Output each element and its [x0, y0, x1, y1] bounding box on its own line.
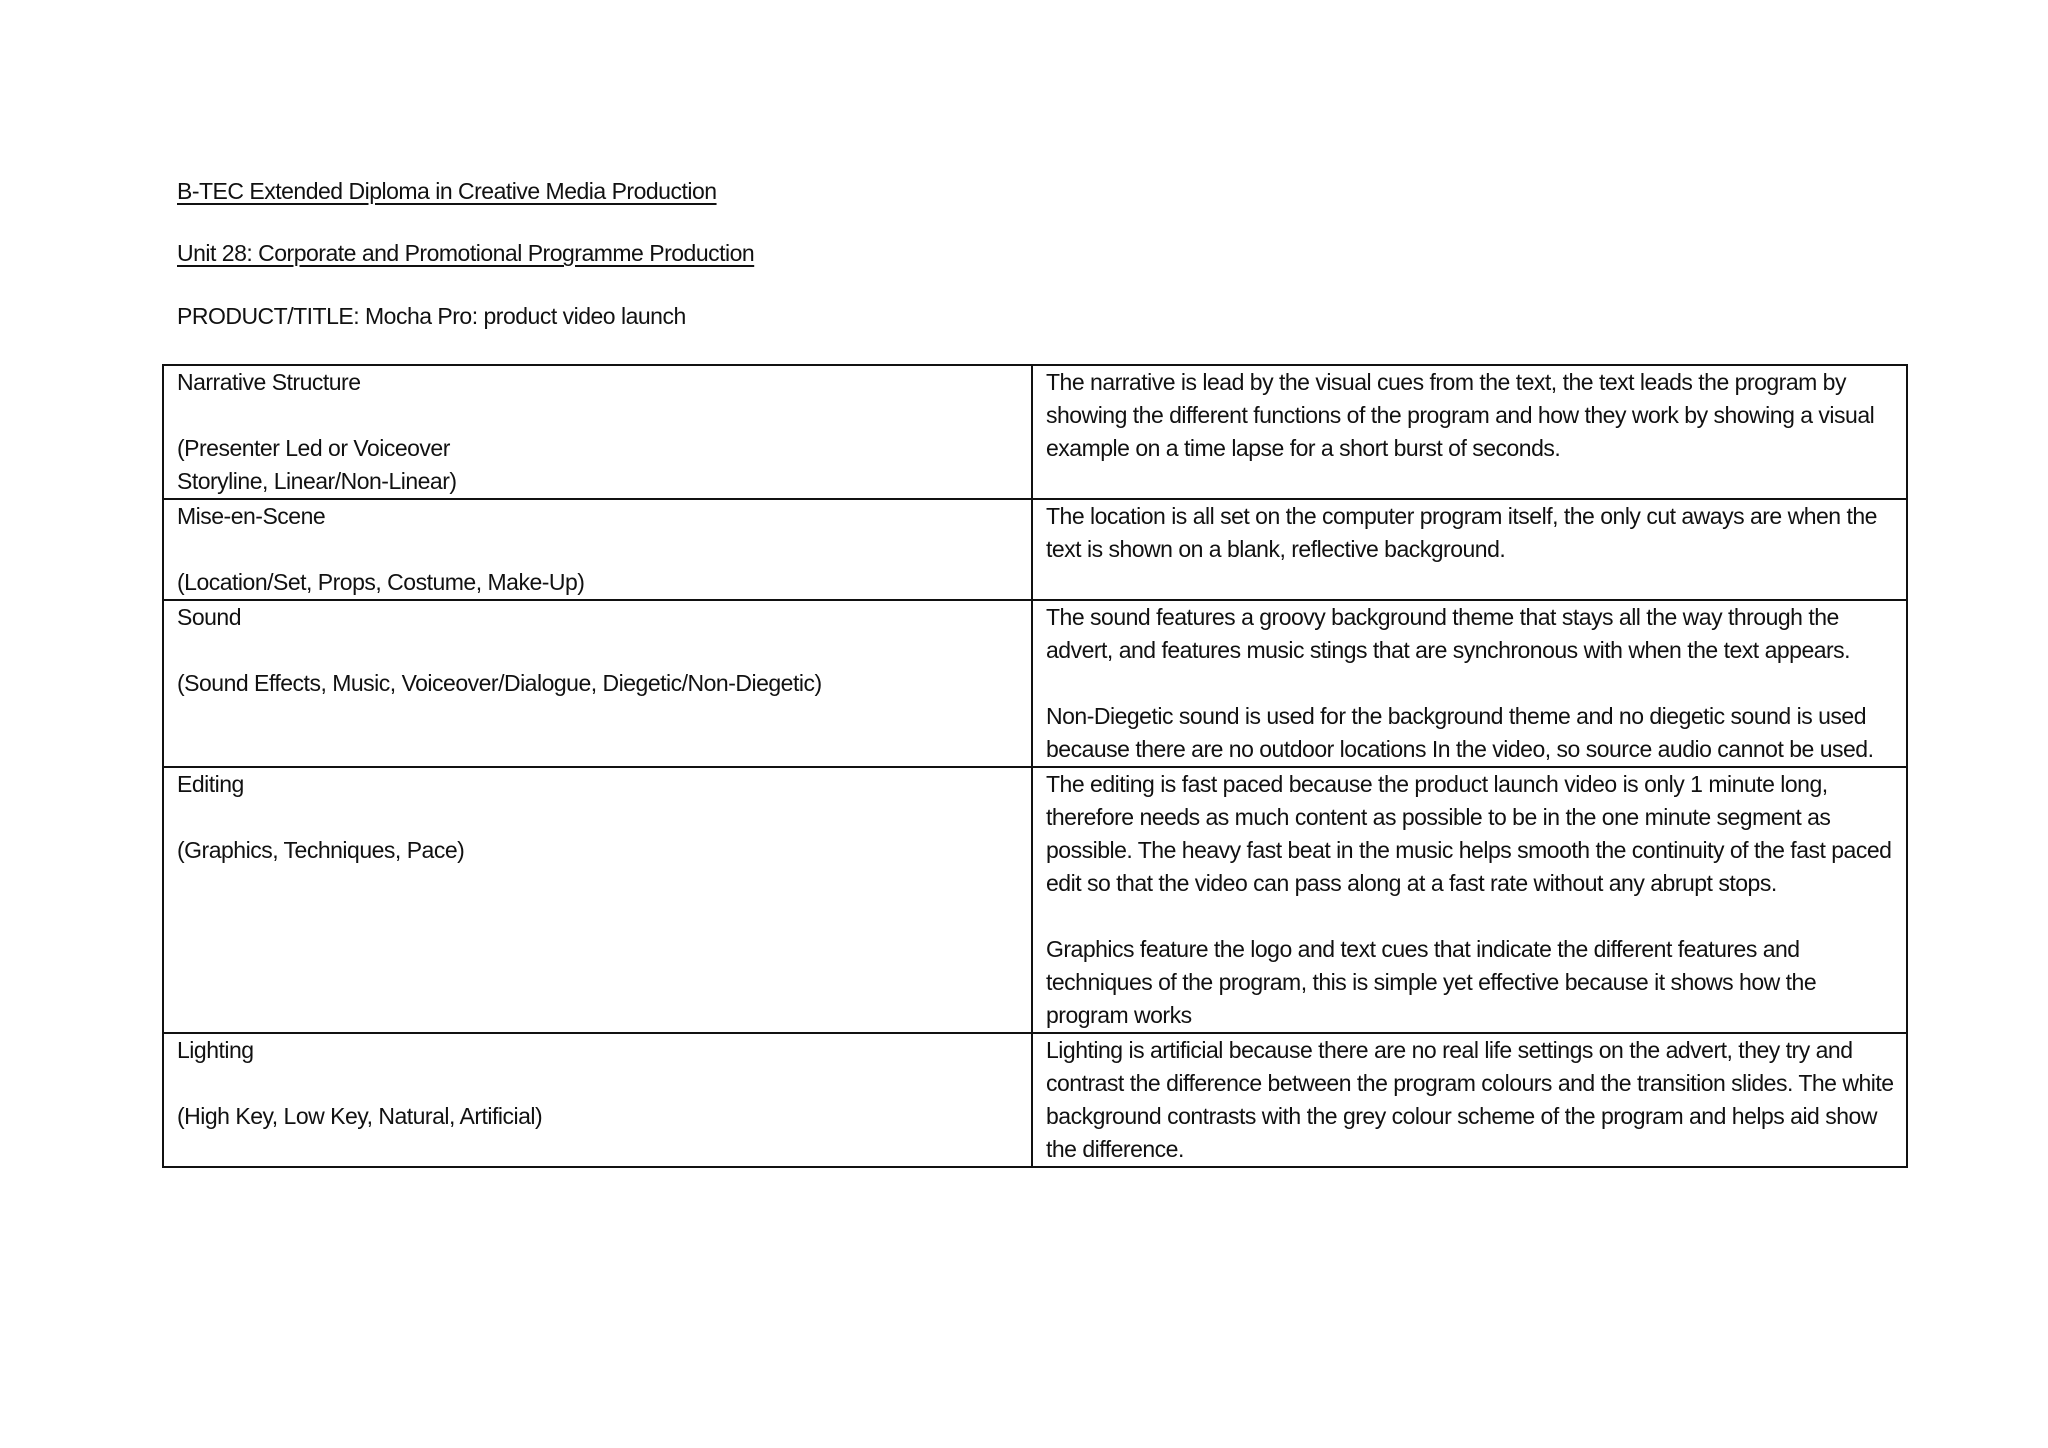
- category-cell: [163, 499, 1032, 600]
- description-paragraph: Lighting is artificial because there are no real life settings on the advert, they try and contrast the difference between the program colours and the transition slides. The white background contrasts with the grey colour scheme of the program and helps aid show the difference.: [1046, 1037, 1900, 1162]
- description-cell: [1032, 499, 1907, 600]
- category-cell: [163, 767, 1032, 1033]
- category-prompt: (Presenter Led or Voiceover: [177, 435, 450, 461]
- description-cell: [1032, 600, 1907, 767]
- table-row-lighting: [163, 1033, 1907, 1167]
- table-row-narrative-structure: [163, 365, 1907, 499]
- table-row-mise-en-scene: [163, 499, 1907, 600]
- category-prompt: Storyline, Linear/Non-Linear): [177, 468, 457, 494]
- category-prompt: (High Key, Low Key, Natural, Artificial): [177, 1103, 543, 1129]
- category-prompt: (Sound Effects, Music, Voiceover/Dialogue, Diegetic/Non-Diegetic): [177, 670, 822, 696]
- description-paragraph: Non-Diegetic sound is used for the background theme and no diegetic sound is used because there are no outdoor locations In the video, so source audio cannot be used.: [1046, 703, 1874, 762]
- category-prompt: (Location/Set, Props, Costume, Make-Up): [177, 569, 585, 595]
- description-paragraph: The location is all set on the computer program itself, the only cut aways are when the text is shown on a blank, reflective background.: [1046, 503, 1883, 562]
- course-title: B-TEC Extended Diploma in Creative Media Production: [177, 178, 717, 204]
- description-paragraph: The narrative is lead by the visual cues from the text, the text leads the program by showing the different functions of the program and how they work by showing a visual example on a time lapse for a short burst of seconds.: [1046, 369, 1881, 461]
- category-cell: [163, 1033, 1032, 1167]
- category-label: Sound: [177, 604, 242, 630]
- description-paragraph: Graphics feature the logo and text cues that indicate the different features and techniques of the program, this is simple yet effective because it shows how the program works: [1046, 936, 1823, 1028]
- table-row-sound: [163, 600, 1907, 767]
- description-cell: [1032, 1033, 1907, 1167]
- description-cell: [1032, 767, 1907, 1033]
- category-label: Lighting: [177, 1037, 254, 1063]
- description-paragraph: The editing is fast paced because the product launch video is only 1 minute long, therefore needs as much content as possible to be in the one minute segment as possible. The heavy fast beat in the music helps smooth the continuity of the fast paced edit so that the video can pass along at a fast rate without any abrupt stops.: [1046, 771, 1898, 896]
- unit-title: Unit 28: Corporate and Promotional Programme Production: [177, 240, 755, 266]
- table-row-editing: [163, 767, 1907, 1033]
- category-cell: [163, 600, 1032, 767]
- category-label: Editing: [177, 771, 244, 797]
- category-cell: [163, 365, 1032, 499]
- category-prompt: (Graphics, Techniques, Pace): [177, 837, 465, 863]
- description-paragraph: The sound features a groovy background theme that stays all the way through the advert, and features music stings that are synchronous with when the text appears.: [1046, 604, 1851, 663]
- category-label: Narrative Structure: [177, 369, 361, 395]
- product-title: PRODUCT/TITLE: Mocha Pro: product video launch: [177, 303, 686, 329]
- description-cell: [1032, 365, 1907, 499]
- category-label: Mise-en-Scene: [177, 503, 326, 529]
- production-review-table: [162, 364, 1908, 1168]
